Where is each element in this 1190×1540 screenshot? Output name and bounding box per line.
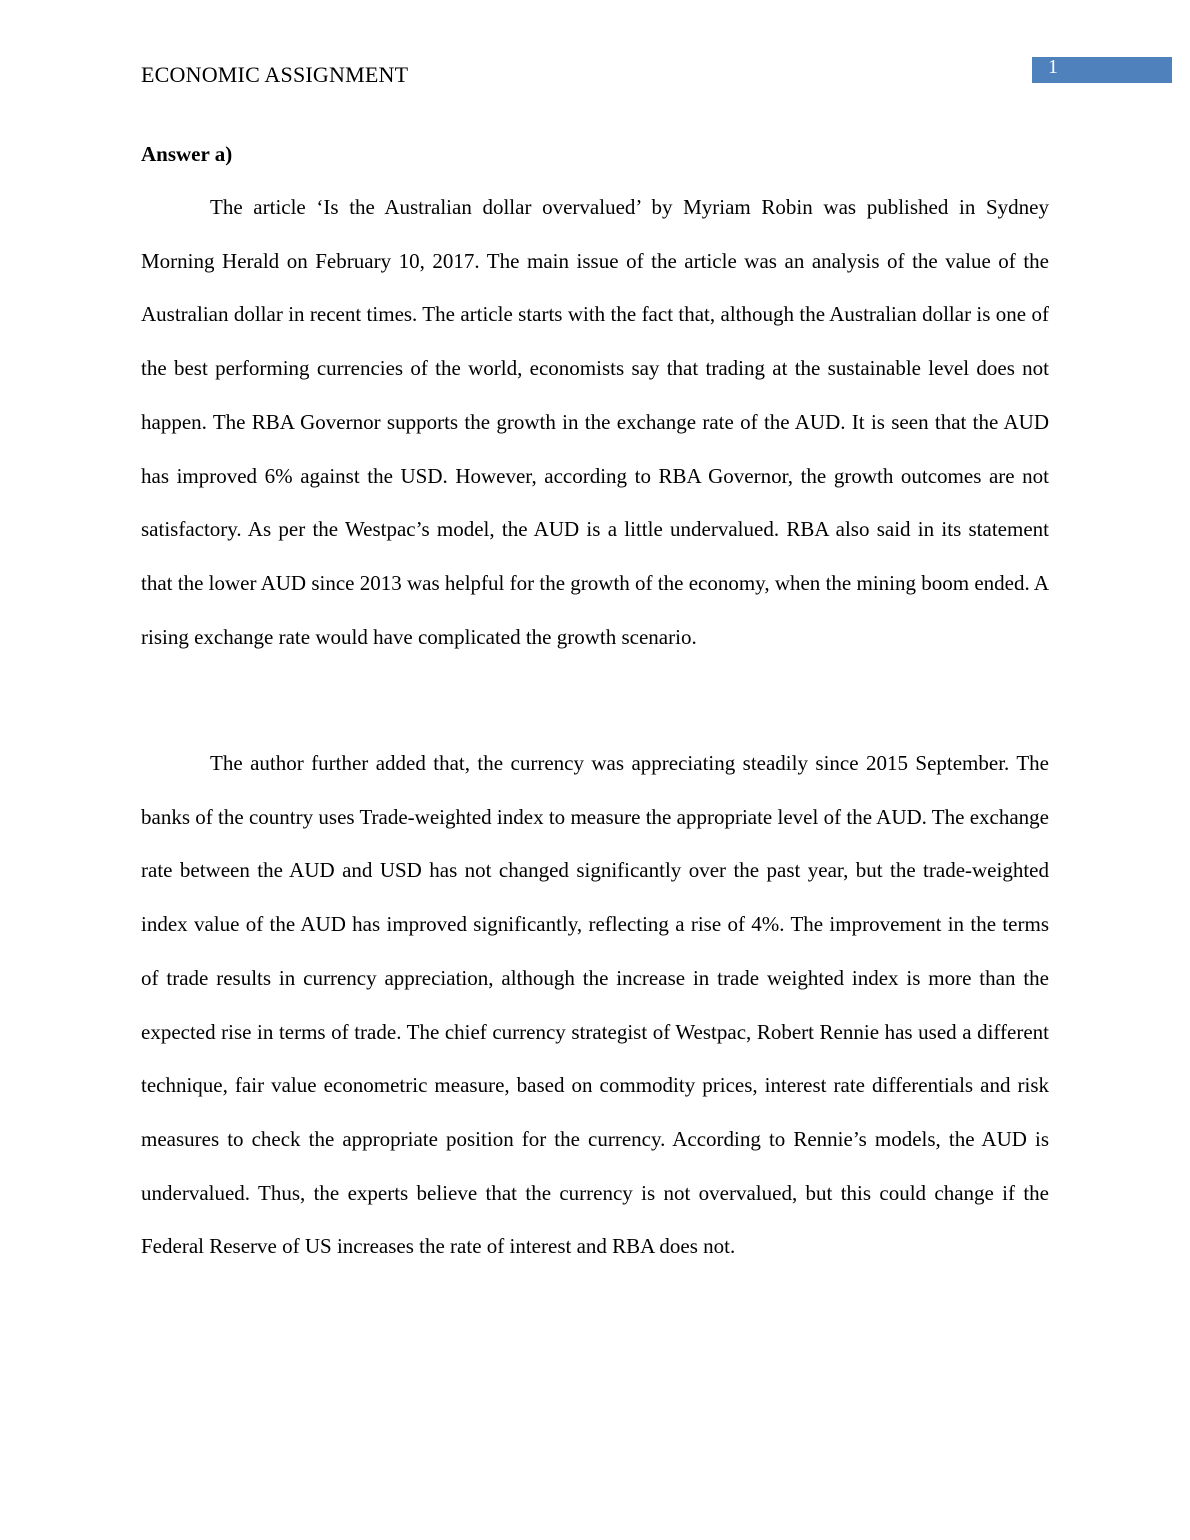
body-paragraph-2: The author further added that, the currency was appreciating steadily since 2015 September. The banks of the country uses Trade-weighted index to measure the appropriate level of the AUD. The exchange rate between the AUD and USD has not changed significantly over the past year, but the trade-weighted index value of the AUD has improved significantly, reflecting a rise of 4%. The improvement in the terms of trade results in currency appreciation, although the increase in trade weighted index is more than the expected rise in terms of trade. The chief currency strategist of Westpac, Robert Rennie has used a different technique, fair value econometric measure, based on commodity prices, interest rate differentials and risk measures to check the appropriate position for the currency. According to Rennie’s models, the AUD is undervalued. Thus, the experts believe that the currency is not overvalued, but this could change if the Federal Reserve of US increases the rate of interest and RBA does not. (141, 751, 1049, 1259)
body-paragraph-1: The article ‘Is the Australian dollar overvalued’ by Myriam Robin was published in Sydney Morning Herald on February 10, 2017. The main issue of the article was an analysis of the value of the Australian dollar in recent times. The article starts with the fact that, although the Australian dollar is one of the best performing currencies of the world, economists say that trading at the sustainable level does not happen. The RBA Governor supports the growth in the exchange rate of the AUD. It is seen that the AUD has improved 6% against the USD. However, according to RBA Governor, the growth outcomes are not satisfactory. As per the Westpac’s model, the AUD is a little undervalued. RBA also said in its statement that the lower AUD since 2013 was helpful for the growth of the economy, when the mining boom ended. A rising exchange rate would have complicated the growth scenario. (141, 195, 1049, 649)
page-number: 1 (1048, 56, 1058, 78)
running-head-title: ECONOMIC ASSIGNMENT (141, 62, 409, 87)
page-number-badge (1032, 57, 1172, 83)
section-heading: Answer a) (141, 142, 233, 166)
